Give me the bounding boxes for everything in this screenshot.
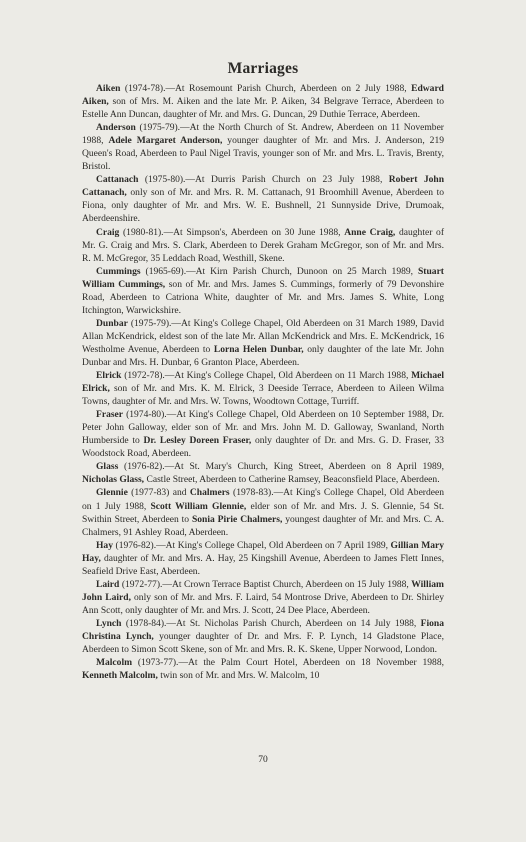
entry-name-bold: Adele Margaret Anderson, [108, 135, 223, 147]
entry-text: (1975-79).—At the North Church of St. Andrew, Aberdeen on 11 November 1988, [82, 122, 444, 147]
entry-text: son of Mr. and Mrs. K. M. Elrick, 3 Deeside Terrace, Aberdeen to Aileen Wilma Towns, daughter of Mr. and Mrs. W. Towns, Woodtown Cottage, Turriff. [82, 383, 444, 408]
entry-text: only daughter of Dr. and Mrs. G. D. Fraser, 33 Woodstock Road, Aberdeen. [82, 435, 444, 460]
marriage-entry [82, 539, 444, 578]
entry-name-bold: Hay [96, 539, 113, 551]
entry-name-bold: Laird [96, 578, 120, 590]
marriage-entry [82, 317, 444, 369]
entry-text: (1976-82).—At St. Mary's Church, King Street, Aberdeen on 8 April 1989, [118, 461, 444, 473]
entry-text: daughter of Mr. and Mrs. A. Hay, 25 Kingshill Avenue, Aberdeen to James Flett Innes, Seafield Drive East, Aberdeen. [82, 552, 444, 577]
entry-text: (1974-78).—At Rosemount Parish Church, Aberdeen on 2 July 1988, [120, 83, 412, 94]
marriage-entry [82, 486, 444, 538]
marriage-list [82, 82, 444, 682]
marriage-entry [82, 265, 444, 317]
entry-text: younger daughter of Mr. and Mrs. J. Anderson, 219 Queen's Road, Aberdeen to Paul Nigel Travis, younger son of Mr. and Mrs. L. Travis, Brenty, Bristol. [82, 135, 444, 173]
entry-name-bold: Edward Aiken, [82, 83, 444, 108]
entry-name-bold: Glennie [96, 487, 128, 499]
entry-name-bold: Robert John Cattanach, [82, 174, 445, 199]
entry-text: son of Mrs. M. Aiken and the late Mr. P. Aiken, 34 Belgrave Terrace, Aberdeen to Estelle Ann Duncan, daughter of Mr. and Mrs. G. Duncan, 29 Duthie Terrace, Aberdeen. [82, 96, 444, 121]
entry-name-bold: Dunbar [96, 317, 128, 329]
entry-name-bold: Fiona Christina Lynch, [82, 617, 444, 642]
entry-text: twin son of Mr. and Mrs. W. Malcolm, 10 [157, 670, 320, 682]
entry-name-bold: Cattanach [96, 174, 139, 186]
entry-text: only daughter of the late Mr. John Dunbar and Mrs. H. Dunbar, 6 Granton Place, Aberdeen. [82, 343, 444, 368]
marriage-entry [82, 656, 444, 682]
entry-name-bold: Nicholas Glass, [82, 474, 145, 486]
entry-name-bold: Fraser [96, 409, 124, 421]
entry-text: (1975-80).—At Durris Parish Church on 23 July 1988, [138, 174, 389, 186]
marriage-entry [82, 460, 444, 486]
entry-text: only son of Mr. and Mrs. F. Laird, 54 Montrose Drive, Aberdeen to Dr. Shirley Ann Scott, only daughter of Mr. and Mrs. J. Scott, 24 Dee Place, Aberdeen. [82, 591, 445, 616]
marriage-entry [82, 82, 444, 121]
entry-text: (1973-77).—At the Palm Court Hotel, Aberdeen on 18 November 1988, [132, 657, 444, 669]
entry-text: (1965-69).—At Kirn Parish Church, Dunoon on 25 March 1989, [140, 265, 418, 277]
entry-name-bold: Stuart William Cummings, [82, 265, 444, 290]
marriage-entry [82, 226, 444, 265]
entry-name-bold: Scott William Glennie, [150, 500, 247, 512]
entry-name-bold: Dr. Lesley Doreen Fraser, [143, 435, 252, 447]
entry-text: (1978-83).—At King's College Chapel, Old Aberdeen on 1 July 1988, [82, 487, 445, 512]
marriage-entry [82, 578, 444, 617]
entry-text: youngest daughter of Mr. and Mrs. C. A. Chalmers, 91 Ashley Road, Aberdeen. [82, 513, 444, 538]
page-number: 70 [258, 755, 268, 765]
entry-text: (1980-81).—At Simpson's, Aberdeen on 30 June 1988, [119, 226, 345, 238]
entry-text: son of Mr. and Mrs. James S. Cummings, formerly of 79 Devonshire Road, Aberdeen to Catriona White, daughter of Mr. and Mrs. James S. White, Long Itchington, Warwickshire. [82, 278, 444, 316]
marriage-entry [82, 369, 444, 408]
entry-text: younger daughter of Dr. and Mrs. F. P. Lynch, 14 Gladstone Place, Aberdeen to Simon Scott Skene, son of Mr. and Mrs. R. K. Skene, Upper Norwood, London. [82, 630, 444, 656]
entry-text: (1977-83) and [127, 487, 190, 499]
marriage-entry [82, 173, 444, 225]
entry-text: daughter of Mr. G. Craig and Mrs. S. Clark, Aberdeen to Derek Graham McGregor, son of Mr. and Mrs. R. M. McGregor, 35 Leddach Road, Westhill, Skene. [82, 226, 444, 264]
entry-text: (1978-84).—At St. Nicholas Parish Church, Aberdeen on 14 July 1988, [121, 617, 421, 629]
entry-name-bold: Glass [96, 461, 119, 473]
entry-name-bold: Aiken [96, 83, 121, 94]
entry-name-bold: Lynch [96, 617, 122, 629]
entry-text: (1976-82).—At King's College Chapel, Old Aberdeen on 7 April 1989, [112, 539, 391, 551]
entry-name-bold: Anne Craig, [344, 226, 396, 238]
entry-text: only son of Mr. and Mrs. R. M. Cattanach, 91 Broomhill Avenue, Aberdeen to Fiona, only daughter of Mr. and Mrs. W. E. Bushnell, 21 Sunnyside Drive, Drumoak, Aberdeenshire. [82, 187, 444, 225]
entry-text: (1974-80).—At King's College Chapel, Old Aberdeen on 10 September 1988, Dr. Peter John Galloway, elder son of Mr. and Mrs. John M. D. Galloway, Swanland, North Humberside to [82, 409, 444, 447]
entry-name-bold: Malcolm [96, 657, 133, 669]
entry-name-bold: Craig [96, 226, 120, 238]
entry-text: elder son of Mr. and Mrs. J. S. Glennie, 54 St. Swithin Street, Aberdeen to [82, 500, 445, 525]
entry-name-bold: Anderson [96, 122, 136, 134]
page-title: Marriages [227, 60, 299, 77]
entry-name-bold: Cummings [96, 265, 141, 277]
entry-text: (1972-78).—At King's College Chapel, Old Aberdeen on 11 March 1988, [121, 370, 412, 382]
entry-text: (1975-79).—At King's College Chapel, Old Aberdeen on 31 March 1989, David Allan McKendrick, eldest son of the late Mr. Allan McKendrick and Mrs. E. McKendrick, 16 Westholme Avenue, Aberdeen to [82, 317, 444, 355]
entry-name-bold: Sonia Pirie Chalmers, [191, 513, 283, 525]
entry-name-bold: Elrick [96, 370, 122, 382]
entry-name-bold: Michael Elrick, [82, 370, 444, 395]
entry-name-bold: Kenneth Malcolm, [82, 670, 158, 682]
entry-name-bold: Chalmers [189, 487, 230, 499]
marriage-entry [82, 408, 444, 460]
marriage-entry [82, 617, 444, 656]
marriage-entry [82, 121, 444, 173]
entry-name-bold: Gillian Mary Hay, [82, 539, 444, 564]
entry-text: Castle Street, Aberdeen to Catherine Ramsey, Beaconsfield Place, Aberdeen. [144, 474, 440, 486]
entry-text: (1972-77).—At Crown Terrace Baptist Church, Aberdeen on 15 July 1988, [119, 578, 412, 590]
entry-name-bold: Lorna Helen Dunbar, [213, 343, 304, 355]
entry-name-bold: William John Laird, [82, 578, 444, 603]
